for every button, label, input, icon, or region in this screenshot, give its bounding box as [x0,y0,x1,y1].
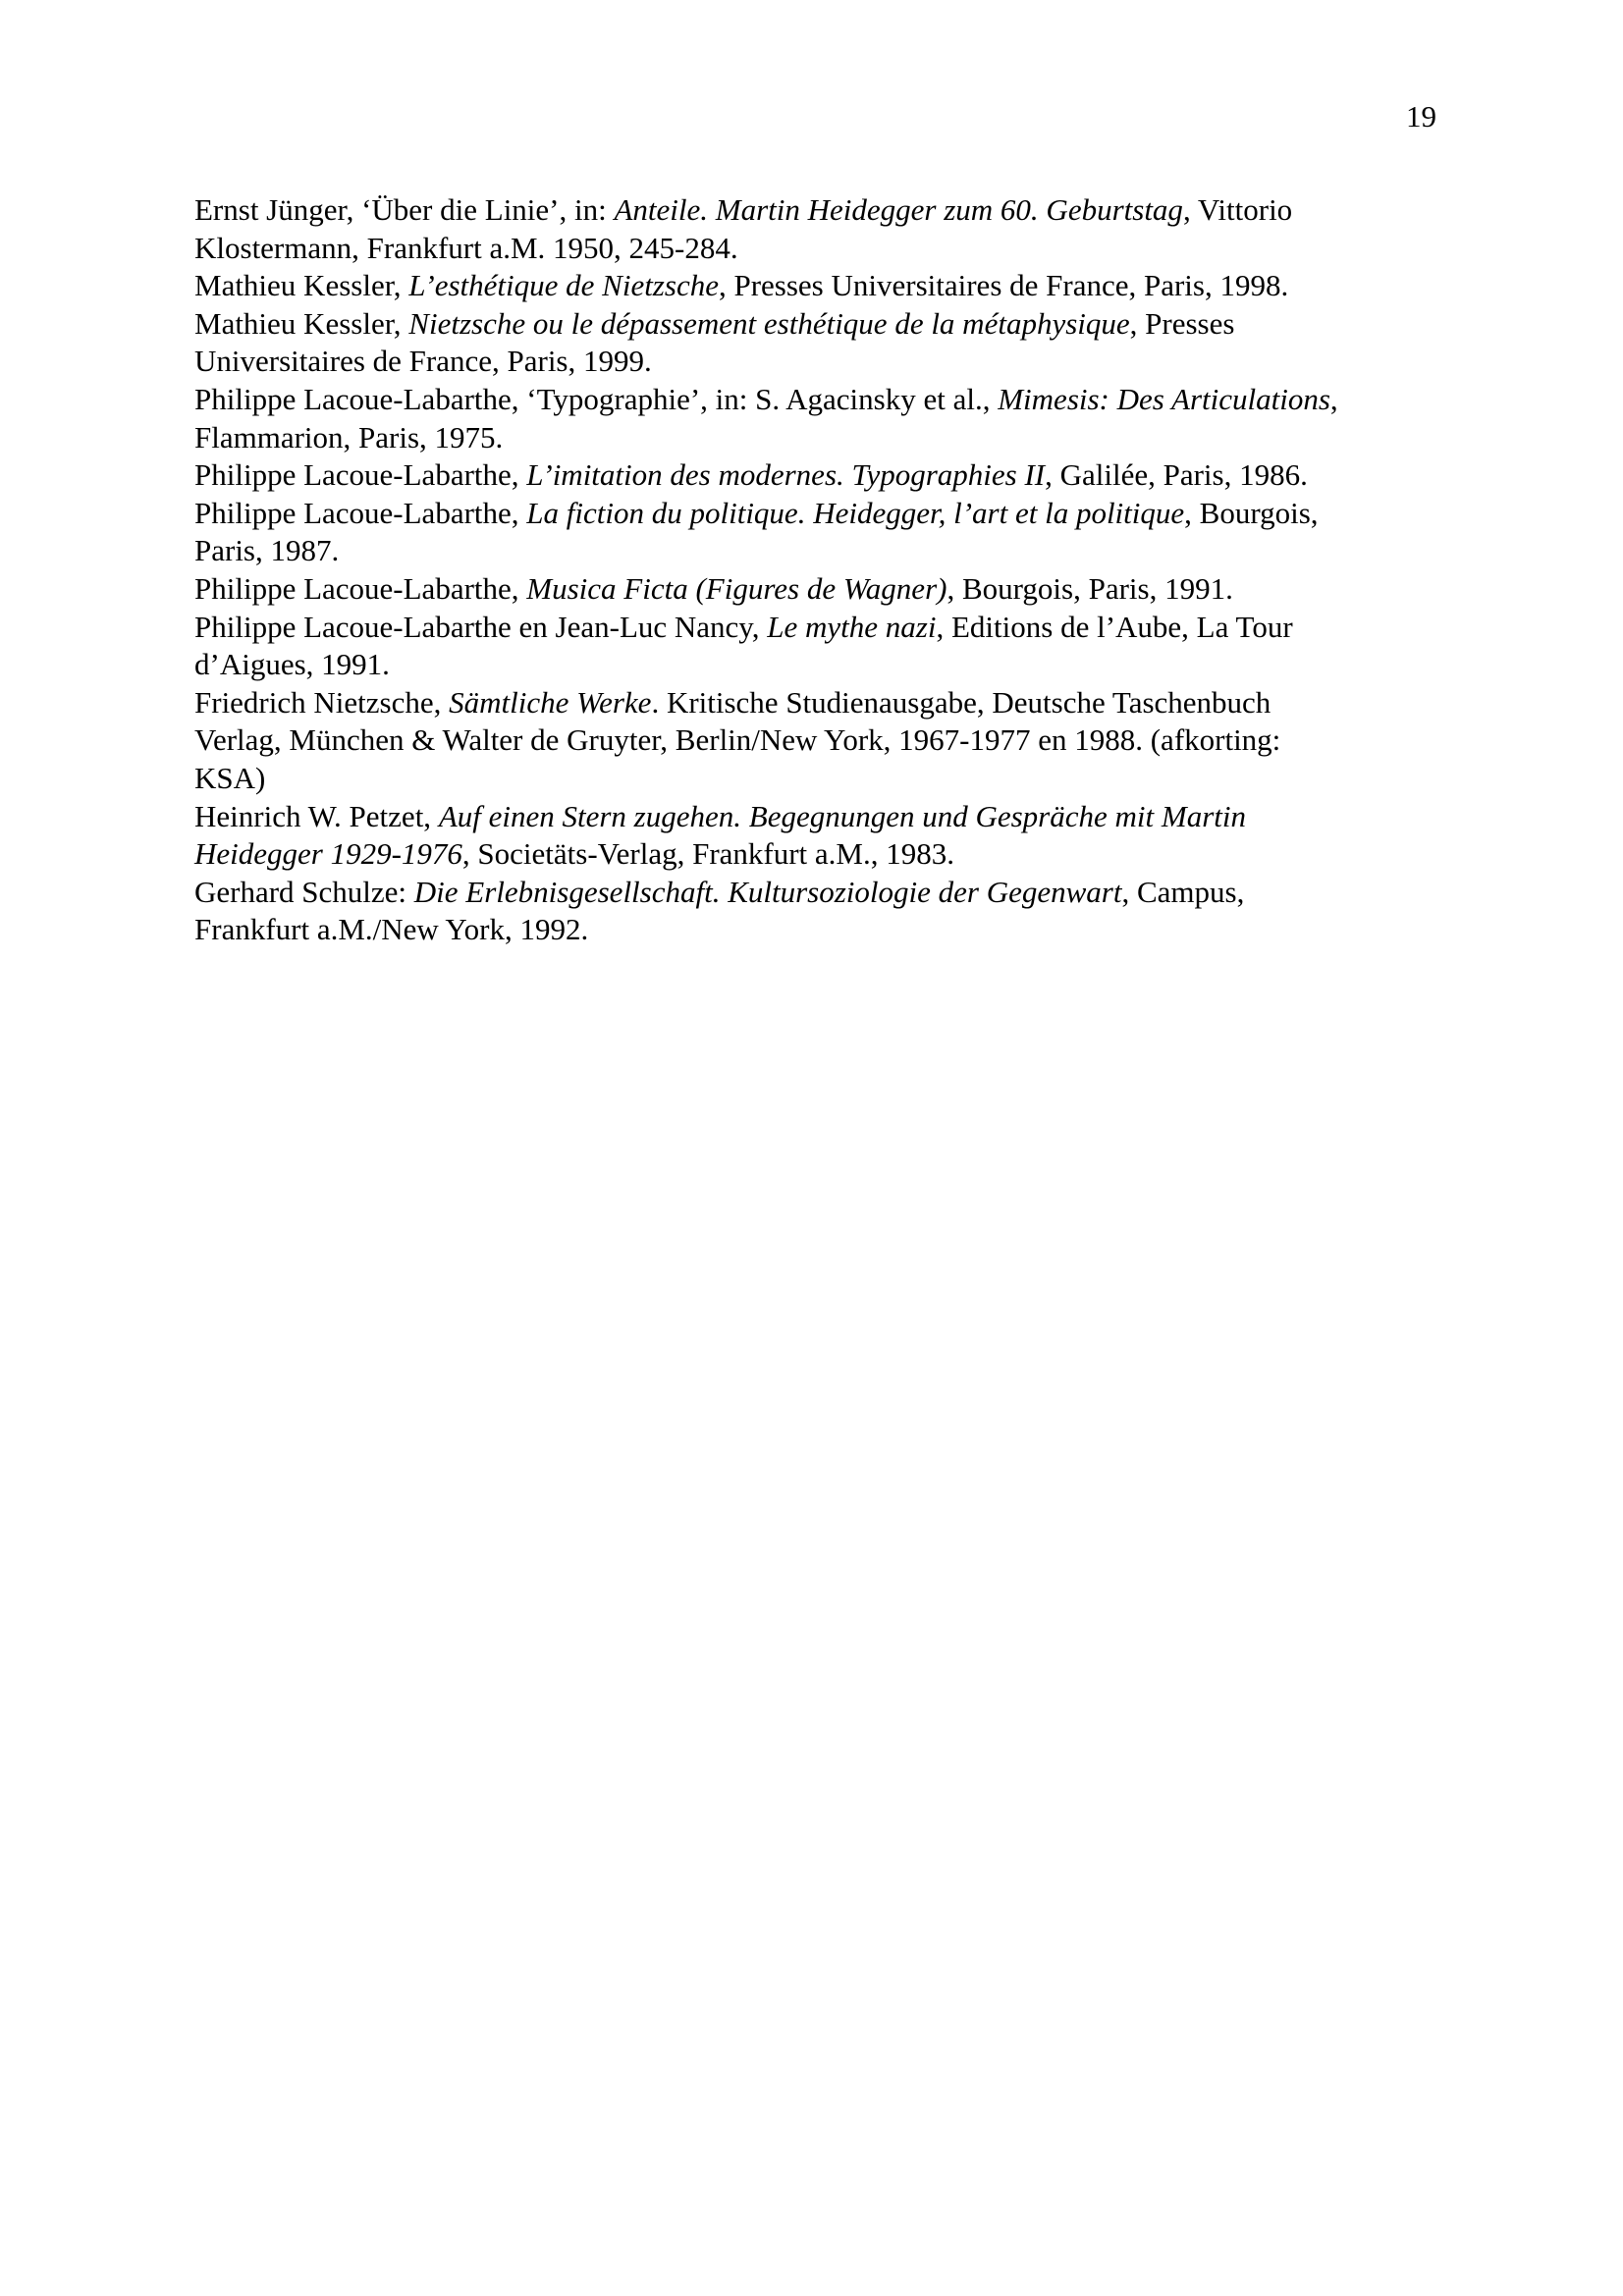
entry-line [194,760,1451,798]
title-text: Heidegger 1929-1976 [194,836,462,872]
bibliography-entry [194,456,1451,495]
author-text: Philippe Lacoue-Labarthe, ‘Typographie’, in: S. Agacinsky et al., [194,381,999,416]
bibliography-entry [194,874,1451,949]
bibliography-entry [194,267,1451,305]
entry-line [194,684,1451,722]
author-text: Ernst Jünger, ‘Über die Linie’, in: [194,192,615,227]
author-text: Mathieu Kessler, [194,305,409,341]
entry-line [194,798,1451,836]
author-text: Friedrich Nietzsche, [194,684,450,720]
publisher-text: , Campus, [1121,874,1245,909]
title-text: Musica Ficta (Figures de Wagner) [526,570,947,606]
entry-line [194,419,1451,457]
publisher-text: Frankfurt a.M./New York, 1992. [194,912,589,947]
entry-line [194,191,1451,230]
entry-line [194,835,1451,874]
publisher-text: , Bourgois, [1184,495,1319,530]
bibliography-list [194,191,1451,949]
bibliography-entry [194,191,1451,267]
entry-line [194,495,1451,533]
author-text: Philippe Lacoue-Labarthe en Jean-Luc Nancy, [194,609,768,644]
publisher-text: , Editions de l’Aube, La Tour [936,609,1293,644]
entry-line [194,570,1451,609]
title-text: Die Erlebnisgesellschaft. Kultursoziologie der Gegenwart [413,874,1122,909]
publisher-text: d’Aigues, 1991. [194,647,390,682]
page-number: 19 [1406,99,1436,133]
entry-line [194,230,1451,268]
title-text: Auf einen Stern zugehen. Begegnungen und Gespräche mit Martin [438,798,1246,833]
title-text: Anteile. Martin Heidegger zum 60. Geburtstag [614,192,1183,227]
publisher-text: Klostermann, Frankfurt a.M. 1950, 245-284. [194,230,738,265]
bibliography-entry [194,495,1451,570]
title-text: Sämtliche Werke [449,684,652,720]
publisher-text: . Kritische Studienausgabe, Deutsche Taschenbuch [651,684,1271,720]
title-text: Le mythe nazi [767,609,937,644]
author-text: Gerhard Schulze: [194,874,414,909]
entry-line [194,874,1451,912]
entry-line [194,305,1451,344]
bibliography-entry [194,798,1451,874]
bibliography-entry [194,684,1451,798]
publisher-text: Universitaires de France, Paris, 1999. [194,344,652,379]
bibliography-entry [194,570,1451,609]
entry-line [194,911,1451,949]
publisher-text: KSA) [194,760,266,795]
publisher-text: , Presses [1129,305,1235,341]
entry-line [194,721,1451,760]
publisher-text: Paris, 1987. [194,533,340,568]
entry-line [194,532,1451,570]
author-text: Mathieu Kessler, [194,268,409,303]
title-text: Mimesis: Des Articulations [998,381,1330,416]
publisher-text: , Vittorio [1182,192,1293,227]
author-text: Heinrich W. Petzet, [194,798,439,833]
publisher-text: , Societäts-Verlag, Frankfurt a.M., 1983. [461,836,954,872]
title-text: Nietzsche ou le dépassement esthétique de la métaphysique [408,305,1130,341]
publisher-text: Verlag, München & Walter de Gruyter, Berlin/New York, 1967-1977 en 1988. (afkorting: [194,722,1281,758]
title-text: L’esthétique de Nietzsche [408,268,719,303]
author-text: Philippe Lacoue-Labarthe, [194,457,527,493]
publisher-text: , [1329,381,1338,416]
publisher-text: , Bourgois, Paris, 1991. [947,570,1233,606]
publisher-text: Flammarion, Paris, 1975. [194,419,504,454]
entry-line [194,609,1451,647]
bibliography-entry [194,305,1451,381]
publisher-text: , Galilée, Paris, 1986. [1045,457,1308,493]
entry-line [194,267,1451,305]
author-text: Philippe Lacoue-Labarthe, [194,495,527,530]
bibliography-entry [194,609,1451,684]
title-text: L’imitation des modernes. Typographies II [526,457,1046,493]
entry-line [194,343,1451,381]
entry-line [194,381,1451,419]
publisher-text: , Presses Universitaires de France, Paris, 1998. [718,268,1289,303]
author-text: Philippe Lacoue-Labarthe, [194,570,527,606]
entry-line [194,646,1451,684]
title-text: La fiction du politique. Heidegger, l’art et la politique [526,495,1185,530]
bibliography-entry [194,381,1451,456]
entry-line [194,456,1451,495]
